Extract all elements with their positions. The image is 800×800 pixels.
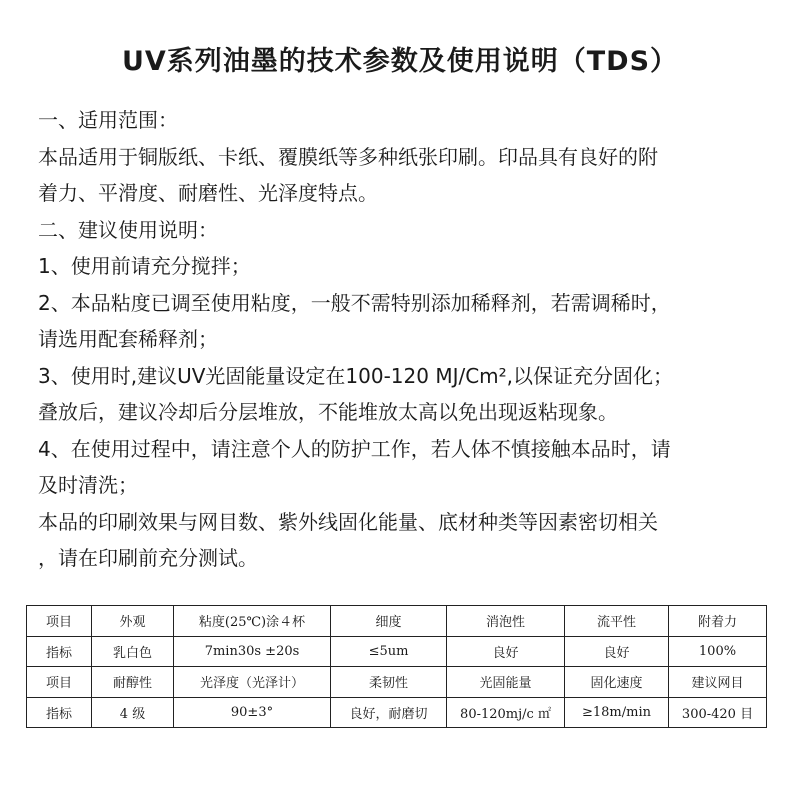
table-cell: 指标 bbox=[27, 636, 92, 667]
table-cell: 建议网目 bbox=[669, 667, 767, 698]
table-cell: 良好 bbox=[447, 636, 565, 667]
table-cell: 流平性 bbox=[565, 606, 669, 637]
table-row bbox=[27, 667, 767, 698]
section-heading-scope: 一、适用范围： bbox=[38, 108, 178, 132]
table-cell: 耐醇性 bbox=[92, 667, 174, 698]
table-row bbox=[27, 697, 767, 728]
text-line: 2、本品粘度已调至使用粘度，一般不需特别添加稀释剂，若需调稀时， bbox=[38, 290, 671, 315]
text-line: 3、使用时,建议UV光固能量设定在100-120 MJ/Cm²,以保证充分固化； bbox=[38, 363, 674, 388]
text-line: 本品的印刷效果与网目数、紫外线固化能量、底材种类等因素密切相关 bbox=[38, 509, 658, 534]
text-line: 及时清洗； bbox=[38, 473, 138, 497]
text-line: 1、使用前请充分搅拌； bbox=[38, 254, 251, 278]
table-cell: 光固能量 bbox=[447, 667, 565, 698]
text-line: 着力、平滑度、耐磨性、光泽度特点。 bbox=[38, 181, 378, 205]
table-cell: 良好 bbox=[565, 636, 669, 667]
table-cell: 4 级 bbox=[92, 697, 174, 728]
table-cell: ≤5um bbox=[331, 636, 447, 667]
table-cell: 7min30s ±20s bbox=[174, 636, 331, 667]
table-cell: 80-120mj/c ㎡ bbox=[447, 697, 565, 728]
document-title: UV系列油墨的技术参数及使用说明（TDS） bbox=[121, 46, 679, 77]
table-cell: ≥18m/min bbox=[565, 697, 669, 728]
table-cell: 良好，耐磨切 bbox=[331, 697, 447, 728]
text-line: ，请在印刷前充分测试。 bbox=[38, 546, 258, 570]
table-cell: 柔韧性 bbox=[331, 667, 447, 698]
table-cell: 项目 bbox=[27, 606, 92, 637]
table-cell: 光泽度（光泽计） bbox=[174, 667, 331, 698]
table-cell: 附着力 bbox=[669, 606, 767, 637]
table-cell: 100% bbox=[669, 636, 767, 667]
text-line: 请选用配套稀释剂； bbox=[38, 327, 218, 351]
text-line: 叠放后，建议冷却后分层堆放，不能堆放太高以免出现返粘现象。 bbox=[38, 400, 618, 424]
text-line: 4、在使用过程中，请注意个人的防护工作，若人体不慎接触本品时，请 bbox=[38, 436, 671, 461]
spec-table bbox=[26, 605, 767, 728]
section-heading-usage: 二、建议使用说明： bbox=[38, 217, 218, 242]
table-cell: 外观 bbox=[92, 606, 174, 637]
table-cell: 300-420 目 bbox=[669, 697, 767, 728]
table-cell: 指标 bbox=[27, 697, 92, 728]
table-row bbox=[27, 606, 767, 637]
table-cell: 细度 bbox=[331, 606, 447, 637]
instructions-body bbox=[38, 102, 768, 577]
table-cell: 粘度(25℃)涂４杯 bbox=[174, 606, 331, 637]
table-cell: 消泡性 bbox=[447, 606, 565, 637]
text-line: 本品适用于铜版纸、卡纸、覆膜纸等多种纸张印刷。印品具有良好的附 bbox=[38, 144, 658, 169]
table-row bbox=[27, 636, 767, 667]
table-cell: 固化速度 bbox=[565, 667, 669, 698]
table-cell: 乳白色 bbox=[92, 636, 174, 667]
table-cell: 90±3° bbox=[174, 697, 331, 728]
table-cell: 项目 bbox=[27, 667, 92, 698]
